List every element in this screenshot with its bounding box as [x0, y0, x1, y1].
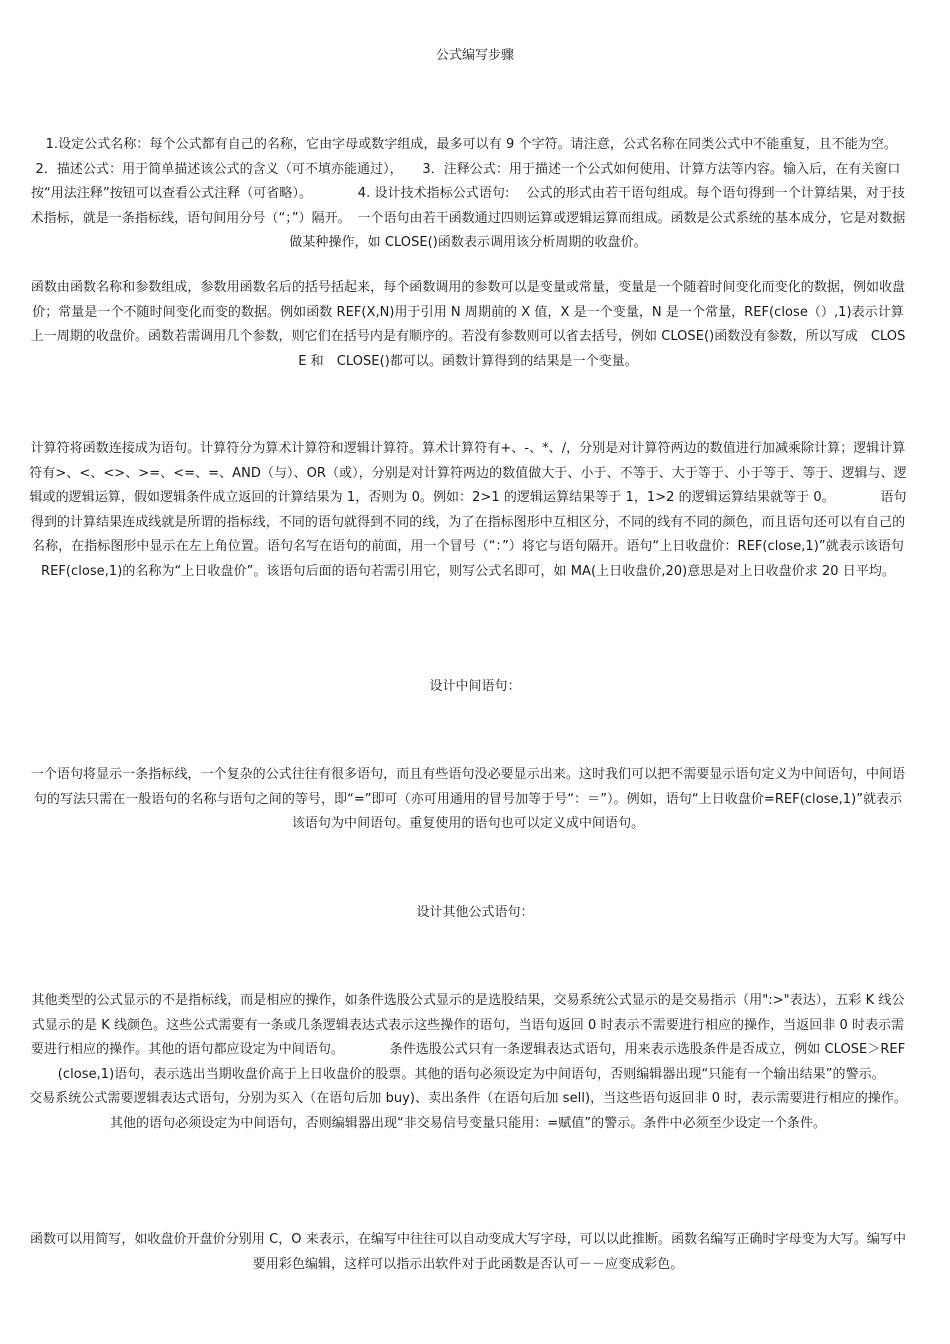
paragraph-formula-setup-steps: 1.设定公式名称：每个公式都有自己的名称，它由字母或数字组成，最多可以有 9 个字符。请注意，公式名称在同类公式中不能重复，且不能为空。 2．描述公式：用于简单描述该公式的含义（可不填亦能通过）， 3．注释公式：用于描述一个公式如何使用、计算方法等内容。输入后，在有关窗口按“用法注释”按钮可以查看公式注释（可省略）。 4. 设计技术指标公式语句: 公式的形式由若干语句组成。每个语句得到一个计算结果，对于技术指标，就是一条指标线，语句间用分号（“；”）隔开。 一个语句由若干函数通过四则运算或逻辑运算而组成。函数是公式系统的基本成分，它是对数据做某种操作，如 CLOSE()函数表示调用该分析周期的收盘价。 [30, 137, 943, 250]
paragraph-function-abbreviations: 函数可以用简写，如收盘价开盘价分别用 C，O 来表示，在编写中往往可以自动变成大写字母，可以以此推断。函数名编写正确时字母变为大写。编写中要用彩色编辑，这样可以指示出软件对于此函数是否认可－－应变成彩色。 [29, 1232, 907, 1272]
paragraph-operators: 计算符将函数连接成为语句。计算符分为算术计算符和逻辑计算符。算术计算符有+、-、*、/，分别是对计算符两边的数值进行加减乘除计算；逻辑计算符有>、<、<>、>=、<=、=、AND（与）、OR（或），分别是对计算符两边的数值做大于、小于、不等于、大于等于、小于等于、等于、逻辑与、逻辑或的逻辑运算，假如逻辑条件成立返回的计算结果为 1，否则为 0。例如：2>1 的逻辑运算结果等于 1，1>2 的逻辑运算结果就等于 0。 语句得到的计算结果连成线就是所谓的指标线，不同的语句就得到不同的线，为了在指标图形中互相区分，不同的线有不同的颜色，而且语句还可以有自己的名称，在指标图形中显示在左上角位置。语句名写在语句的前面，用一个冒号（“：”）将它与语句隔开。语句“上日收盘价：REF(close,1)”就表示该语句 REF(close,1)的名称为“上日收盘价”。该语句后面的语句若需引用它，则写公式名即可，如 MA(上日收盘价,20)意思是对上日收盘价求 20 日平均。 [29, 441, 907, 579]
paragraph-functions-and-parameters: 函数由函数名称和参数组成，参数用函数名后的括号括起来，每个函数调用的参数可以是变量或常量，变量是一个随着时间变化而变化的数据，例如收盘价；常量是一个不随时间变化而变的数据。例如函数 REF(X,N)用于引用 N 周期前的 X 值，X 是一个变量，N 是一个常量，REF(close（）,1)表示计算上一周期的收盘价。函数若需调用几个参数，则它们在括号内是有顺序的。若没有参数则可以省去括号，例如 CLOSE()函数没有参数，所以写成 CLOSE 和 CLOSE()都可以。函数计算得到的结果是一个变量。 [30, 280, 906, 369]
section-heading-other-statements: 设计其他公式语句： [416, 905, 534, 920]
section-heading-intermediate-statements: 设计中间语句： [429, 679, 521, 694]
page-title: 公式编写步骤 [435, 48, 514, 63]
paragraph-other-statements: 其他类型的公式显示的不是指标线，而是相应的操作，如条件选股公式显示的是选股结果，交易系统公式显示的是交易指示（用":>"表达），五彩 K 线公式显示的是 K 线颜色。这些公式需要有一条或几条逻辑表达式表示这些操作的语句，当语句返回 0 时表示不需要进行相应的操作，当返回非 0 时表示需要进行相应的操作。其他的语句都应设定为中间语句。 条件选股公式只有一条逻辑表达式语句，用来表示选股条件是否成立，例如 CLOSE＞REF(close,1)语句，表示选出当期收盘价高于上日收盘价的股票。其他的语句必须设定为中间语句，否则编辑器出现“只能有一个输出结果”的警示。 交易系统公式需要逻辑表达式语句，分别为买入（在语句后加 buy)、卖出条件（在语句后加 sell)，当这些语句返回非 0 时，表示需要进行相应的操作。其他的语句必须设定为中间语句，否则编辑器出现“非交易信号变量只能用：=赋值”的警示。条件中必须至少设定一个条件。 [29, 993, 931, 1131]
paragraph-intermediate-statements: 一个语句将显示一条指标线，一个复杂的公式往往有很多语句，而且有些语句没必要显示出来。这时我们可以把不需要显示语句定义为中间语句，中间语句的写法只需在一般语句的名称与语句之间的等号，即“=”即可（亦可用通用的冒号加等于号“：＝”）。例如，语句“上日收盘价=REF(close,1)”就表示该语句为中间语句。重复使用的语句也可以定义成中间语句。 [30, 767, 906, 831]
